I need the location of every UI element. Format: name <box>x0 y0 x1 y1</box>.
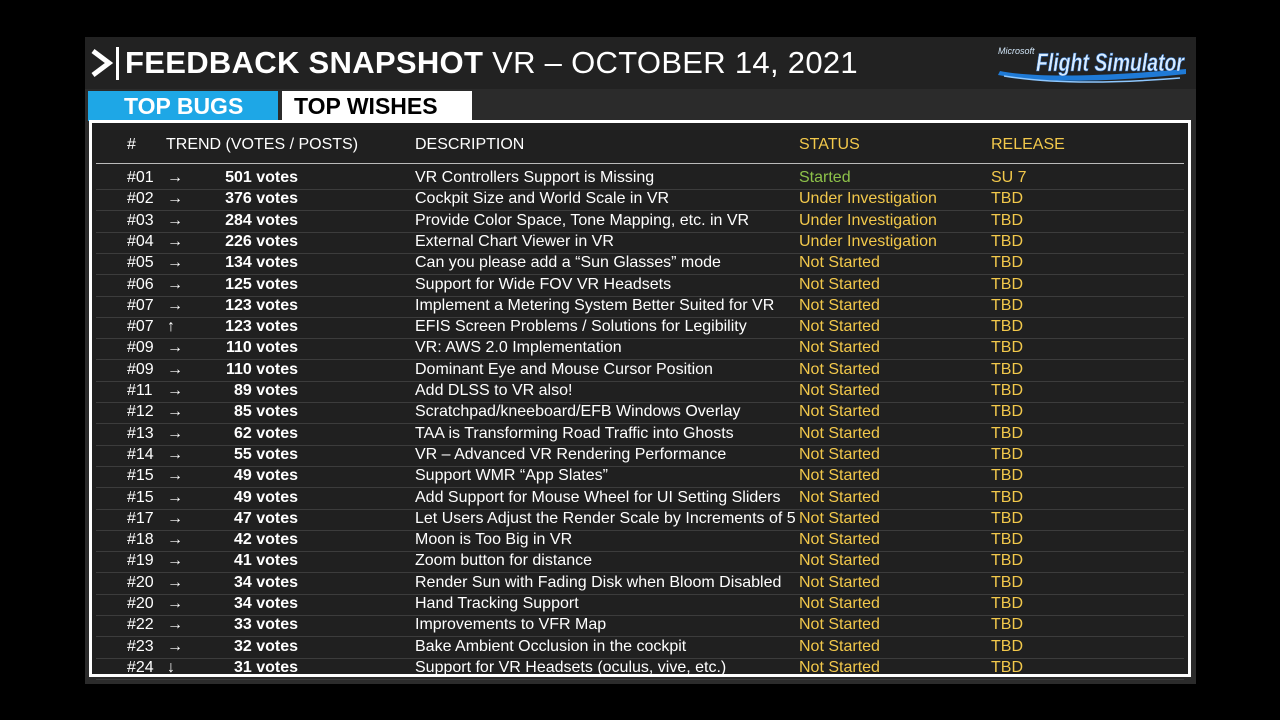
description-cell: Can you please add a “Sun Glasses” mode <box>415 254 721 272</box>
release-cell: TBD <box>991 552 1023 570</box>
status-cell: Not Started <box>799 573 880 591</box>
rank-cell: #20 <box>127 595 154 612</box>
release-cell: TBD <box>991 467 1023 485</box>
status-cell: Not Started <box>799 531 880 549</box>
votes-cell: 62 votes <box>233 424 298 442</box>
table-row[interactable] <box>96 637 1184 659</box>
trend-arrow-icon: → <box>167 296 183 314</box>
rank-cell: #19 <box>127 552 154 570</box>
trend-arrow-icon: → <box>167 360 183 378</box>
trend-arrow-icon: → <box>167 573 183 591</box>
release-cell: TBD <box>991 403 1023 421</box>
description-cell: Support for Wide FOV VR Headsets <box>415 275 672 293</box>
description-cell: Implement a Metering System Better Suited for VR <box>415 296 775 314</box>
table-row[interactable] <box>96 338 1184 360</box>
description-cell: Provide Color Space, Tone Mapping, etc. in VR <box>415 211 750 229</box>
votes-cell: 376 votes <box>225 190 298 208</box>
trend-arrow-icon: → <box>167 531 183 549</box>
description-cell: Add Support for Mouse Wheel for UI Setting Sliders <box>415 488 781 506</box>
rank-cell: #13 <box>127 424 154 442</box>
trend-arrow-icon: → <box>167 509 183 527</box>
votes-cell: 125 votes <box>225 275 298 293</box>
status-cell: Not Started <box>799 275 880 293</box>
votes-cell: 284 votes <box>225 211 298 229</box>
votes-cell: 34 votes <box>233 573 298 591</box>
table-row[interactable] <box>96 573 1184 595</box>
description-cell: VR Controllers Support is Missing <box>415 169 655 186</box>
table-row[interactable] <box>96 189 1184 211</box>
snapshot-frame <box>85 37 1196 684</box>
logo-microsoft-text: Microsoft <box>998 46 1035 56</box>
rank-cell: #06 <box>127 275 154 293</box>
title-separator <box>116 47 119 80</box>
table-row[interactable] <box>96 211 1184 233</box>
status-cell: Under Investigation <box>799 190 937 208</box>
trend-arrow-icon: → <box>167 403 183 421</box>
trend-arrow-icon: → <box>167 595 183 612</box>
table-row[interactable] <box>96 317 1184 339</box>
trend-arrow-icon: → <box>167 488 183 506</box>
trend-arrow-icon: → <box>167 339 183 357</box>
votes-cell: 32 votes <box>233 637 298 655</box>
status-cell: Not Started <box>799 616 880 634</box>
trend-arrow-icon: → <box>167 232 183 250</box>
release-cell: TBD <box>991 509 1023 527</box>
votes-cell: 226 votes <box>225 232 298 250</box>
release-cell: TBD <box>991 616 1023 634</box>
votes-cell: 123 votes <box>225 318 298 336</box>
trend-arrow-icon: ↓ <box>167 658 175 676</box>
votes-cell: 34 votes <box>233 595 298 612</box>
status-cell: Not Started <box>799 296 880 314</box>
release-cell: TBD <box>991 254 1023 272</box>
votes-cell: 41 votes <box>233 552 298 570</box>
tab-top-wishes[interactable]: TOP WISHES <box>282 91 472 121</box>
logo-flight-simulator-text: Flight Simulator <box>1036 49 1185 77</box>
description-cell: Zoom button for distance <box>415 552 592 570</box>
rank-cell: #11 <box>127 382 153 399</box>
description-cell: External Chart Viewer in VR <box>415 232 614 250</box>
trend-arrow-icon: → <box>167 552 183 570</box>
release-cell: TBD <box>991 658 1023 676</box>
rank-cell: #02 <box>127 190 154 208</box>
trend-arrow-icon: → <box>167 211 183 229</box>
trend-arrow-icon: → <box>167 424 183 442</box>
status-cell: Not Started <box>799 403 880 421</box>
trend-arrow-icon: ↑ <box>167 318 175 336</box>
status-cell: Not Started <box>799 254 880 272</box>
release-cell: TBD <box>991 382 1023 399</box>
table-row[interactable] <box>96 509 1184 531</box>
table-row[interactable] <box>96 445 1184 467</box>
status-cell: Not Started <box>799 424 880 442</box>
trend-arrow-icon: → <box>167 637 183 655</box>
votes-cell: 134 votes <box>225 254 298 272</box>
trend-arrow-icon: → <box>167 382 183 399</box>
status-cell: Not Started <box>799 445 880 463</box>
flight-simulator-logo <box>990 41 1190 85</box>
description-cell: Let Users Adjust the Render Scale by Increments of 5 <box>415 509 796 527</box>
trend-arrow-icon: → <box>167 169 183 186</box>
table-row[interactable] <box>96 168 1184 190</box>
status-cell: Not Started <box>799 382 880 399</box>
votes-cell: 31 votes <box>233 658 298 676</box>
tab-top-bugs[interactable]: TOP BUGS <box>88 91 278 121</box>
description-cell: Support WMR “App Slates” <box>415 467 608 485</box>
rank-cell: #17 <box>127 509 154 527</box>
release-cell: TBD <box>991 445 1023 463</box>
rank-cell: #04 <box>127 232 154 250</box>
release-cell: TBD <box>991 531 1023 549</box>
release-cell: TBD <box>991 595 1023 612</box>
release-cell: TBD <box>991 275 1023 293</box>
table-row[interactable] <box>96 296 1184 318</box>
title-date: VR – OCTOBER 14, 2021 <box>483 45 858 80</box>
table-row[interactable] <box>96 658 1184 680</box>
votes-cell: 501 votes <box>225 169 298 186</box>
description-cell: Dominant Eye and Mouse Cursor Position <box>415 360 713 378</box>
description-cell: EFIS Screen Problems / Solutions for Legibility <box>415 318 747 336</box>
release-cell: TBD <box>991 232 1023 250</box>
release-cell: TBD <box>991 296 1023 314</box>
table-row[interactable] <box>96 594 1184 616</box>
rank-cell: #15 <box>127 488 154 506</box>
rank-cell: #09 <box>127 339 154 357</box>
page-title <box>125 45 858 81</box>
wishes-table <box>89 120 1191 677</box>
col-header-trend: TREND (VOTES / POSTS) <box>166 136 359 153</box>
release-cell: SU 7 <box>991 169 1027 186</box>
table-row[interactable] <box>96 232 1184 254</box>
col-header-release: RELEASE <box>991 136 1065 153</box>
release-cell: TBD <box>991 360 1023 378</box>
table-row[interactable] <box>96 275 1184 297</box>
status-cell: Not Started <box>799 552 880 570</box>
rank-cell: #01 <box>127 169 154 186</box>
title-bar <box>85 37 1196 89</box>
release-cell: TBD <box>991 190 1023 208</box>
rank-cell: #15 <box>127 467 154 485</box>
description-cell: Improvements to VFR Map <box>415 616 607 634</box>
title-bold: FEEDBACK SNAPSHOT <box>125 45 484 80</box>
status-cell: Not Started <box>799 467 880 485</box>
table-row[interactable] <box>96 360 1184 382</box>
release-cell: TBD <box>991 424 1023 442</box>
release-cell: TBD <box>991 339 1023 357</box>
trend-arrow-icon: → <box>167 616 183 634</box>
table-row[interactable] <box>96 402 1184 424</box>
status-cell: Not Started <box>799 488 880 506</box>
rank-cell: #22 <box>127 616 154 634</box>
rank-cell: #24 <box>127 658 154 676</box>
votes-cell: 55 votes <box>233 445 298 463</box>
votes-cell: 89 votes <box>233 382 298 399</box>
description-cell: VR: AWS 2.0 Implementation <box>415 339 622 357</box>
votes-cell: 47 votes <box>233 509 298 527</box>
rank-cell: #20 <box>127 573 154 591</box>
status-cell: Under Investigation <box>799 232 937 250</box>
votes-cell: 123 votes <box>225 296 298 314</box>
description-cell: Bake Ambient Occlusion in the cockpit <box>415 637 687 655</box>
table-row[interactable] <box>96 551 1184 573</box>
status-cell: Started <box>799 169 851 186</box>
description-cell: Add DLSS to VR also! <box>415 382 573 399</box>
description-cell: Scratchpad/kneeboard/EFB Windows Overlay <box>415 403 741 421</box>
table-row[interactable] <box>96 424 1184 446</box>
col-header-description: DESCRIPTION <box>415 136 525 153</box>
rank-cell: #09 <box>127 360 154 378</box>
trend-arrow-icon: → <box>167 190 183 208</box>
table-row[interactable] <box>96 488 1184 510</box>
rank-cell: #18 <box>127 531 154 549</box>
trend-arrow-icon: → <box>167 467 183 485</box>
votes-cell: 49 votes <box>233 467 298 485</box>
description-cell: Render Sun with Fading Disk when Bloom Disabled <box>415 573 782 591</box>
description-cell: Moon is Too Big in VR <box>415 531 573 549</box>
rank-cell: #12 <box>127 403 154 421</box>
trend-arrow-icon: → <box>167 445 183 463</box>
release-cell: TBD <box>991 637 1023 655</box>
rank-cell: #23 <box>127 637 154 655</box>
votes-cell: 33 votes <box>233 616 298 634</box>
votes-cell: 110 votes <box>225 339 298 357</box>
votes-cell: 49 votes <box>233 488 298 506</box>
release-cell: TBD <box>991 573 1023 591</box>
status-cell: Not Started <box>799 509 880 527</box>
table-row[interactable] <box>96 530 1184 552</box>
description-cell: Cockpit Size and World Scale in VR <box>415 190 670 208</box>
trend-arrow-icon: → <box>167 254 183 272</box>
rank-cell: #14 <box>127 445 154 463</box>
rank-cell: #07 <box>127 296 154 314</box>
description-cell: Hand Tracking Support <box>415 595 579 612</box>
votes-cell: 110 votes <box>225 360 298 378</box>
chevron-right-icon <box>89 48 115 78</box>
rank-cell: #07 <box>127 318 154 336</box>
table-row[interactable] <box>96 253 1184 275</box>
status-cell: Not Started <box>799 637 880 655</box>
status-cell: Under Investigation <box>799 211 937 229</box>
rank-cell: #05 <box>127 254 154 272</box>
trend-arrow-icon: → <box>167 275 183 293</box>
rank-cell: #03 <box>127 211 154 229</box>
description-cell: TAA is Transforming Road Traffic into Ghosts <box>415 424 734 442</box>
status-cell: Not Started <box>799 318 880 336</box>
status-cell: Not Started <box>799 360 880 378</box>
release-cell: TBD <box>991 211 1023 229</box>
votes-cell: 42 votes <box>233 531 298 549</box>
table-row[interactable] <box>96 466 1184 488</box>
table-row[interactable] <box>96 615 1184 637</box>
table-row[interactable] <box>96 381 1184 403</box>
release-cell: TBD <box>991 488 1023 506</box>
header-divider <box>96 163 1184 164</box>
description-cell: Support for VR Headsets (oculus, vive, etc.) <box>415 658 727 676</box>
status-cell: Not Started <box>799 339 880 357</box>
description-cell: VR – Advanced VR Rendering Performance <box>415 445 727 463</box>
status-cell: Not Started <box>799 658 880 676</box>
release-cell: TBD <box>991 318 1023 336</box>
col-header-status: STATUS <box>799 136 860 153</box>
votes-cell: 85 votes <box>233 403 298 421</box>
col-header-rank: # <box>127 136 136 153</box>
status-cell: Not Started <box>799 595 880 612</box>
